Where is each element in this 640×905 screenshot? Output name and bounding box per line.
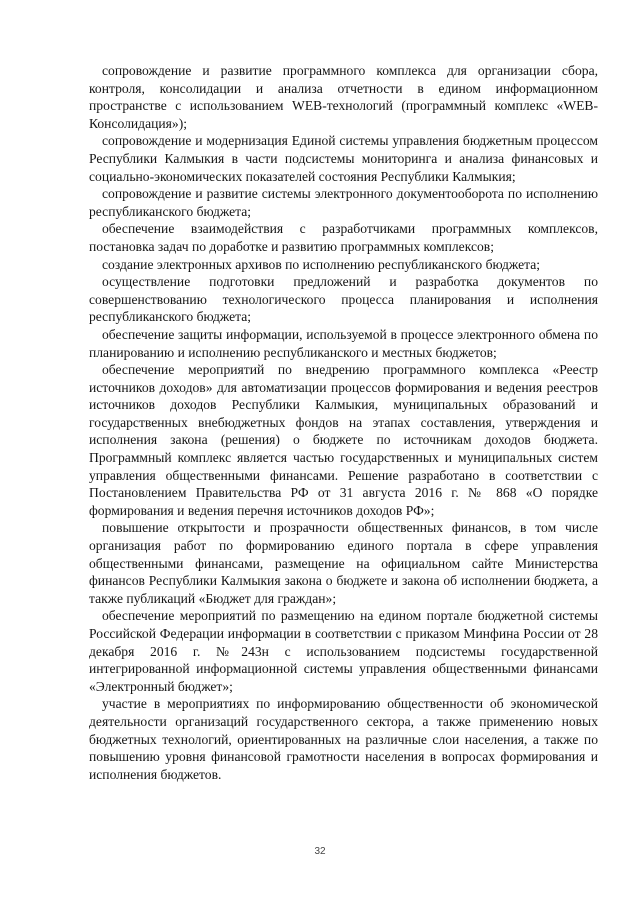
body-text (89, 62, 598, 783)
paragraph-6: осуществление подготовки предложений и разработка документов по совершенствованию технологического процесса планирования и исполнения республиканского бюджета; (89, 274, 598, 325)
paragraph-11: участие в мероприятиях по информированию общественности об экономической деятельности организаций государственного сектора, а также применению новых бюджетных технологий, ориентированных на различные слои населения, а также по повышению уровня финансовой грамотности населения в вопросах формирования и исполнения бюджетов. (89, 696, 598, 782)
paragraph-4: обеспечение взаимодействия с разработчиками программных комплексов, постановка задач по доработке и развитию программных комплексов; (89, 221, 598, 254)
paragraph-8: обеспечение мероприятий по внедрению программного комплекса «Реестр источников доходов» для автоматизации процессов формирования и ведения реестров источников доходов Республики Калмыкия, муниципальных образований и государственных внебюджетных фондов на этапах составления, утверждения и исполнения закона (решения) о бюджете по источникам доходов бюджета. Программный комплекс является частью государственных и муниципальных систем управления общественными финансами. Решение разработано в соответствии с Постановлением Правительства РФ от 31 августа 2016 г. № 868 «О порядке формирования и ведения перечня источников доходов РФ»; (89, 362, 598, 518)
paragraph-1: сопровождение и развитие программного комплекса для организации сбора, контроля, консолидации и анализа отчетности в едином информационном пространстве с использованием WEB-технологий (программный комплекс «WEB-Консолидация»); (89, 63, 598, 131)
paragraph-9: повышение открытости и прозрачности общественных финансов, в том числе организация работ по формированию единого портала в сфере управления общественными финансами, размещение на официальном сайте Министерства финансов Республики Калмыкия закона о бюджете и закона об исполнении бюджета, а также публикаций «Бюджет для граждан»; (89, 520, 598, 606)
paragraph-2: сопровождение и модернизация Единой системы управления бюджетным процессом Республики Калмыкия в части подсистемы мониторинга и анализа финансовых и социально-экономических показателей состояния Республики Калмыкия; (89, 133, 598, 184)
paragraph-3: сопровождение и развитие системы электронного документооборота по исполнению республиканского бюджета; (89, 186, 598, 219)
paragraph-10: обеспечение мероприятий по размещению на едином портале бюджетной системы Российской Федерации информации в соответствии с приказом Минфина России от 28 декабря 2016 г. №243н с использованием подсистемы государственной интегрированной информационной системы управления общественными финансами «Электронный бюджет»; (89, 608, 598, 694)
paragraph-7: обеспечение защиты информации, используемой в процессе электронного обмена по планированию и исполнению республиканского и местных бюджетов; (89, 326, 598, 360)
page-number: 32 (314, 846, 326, 857)
paragraph-5: создание электронных архивов по исполнению республиканского бюджета; (102, 256, 541, 272)
